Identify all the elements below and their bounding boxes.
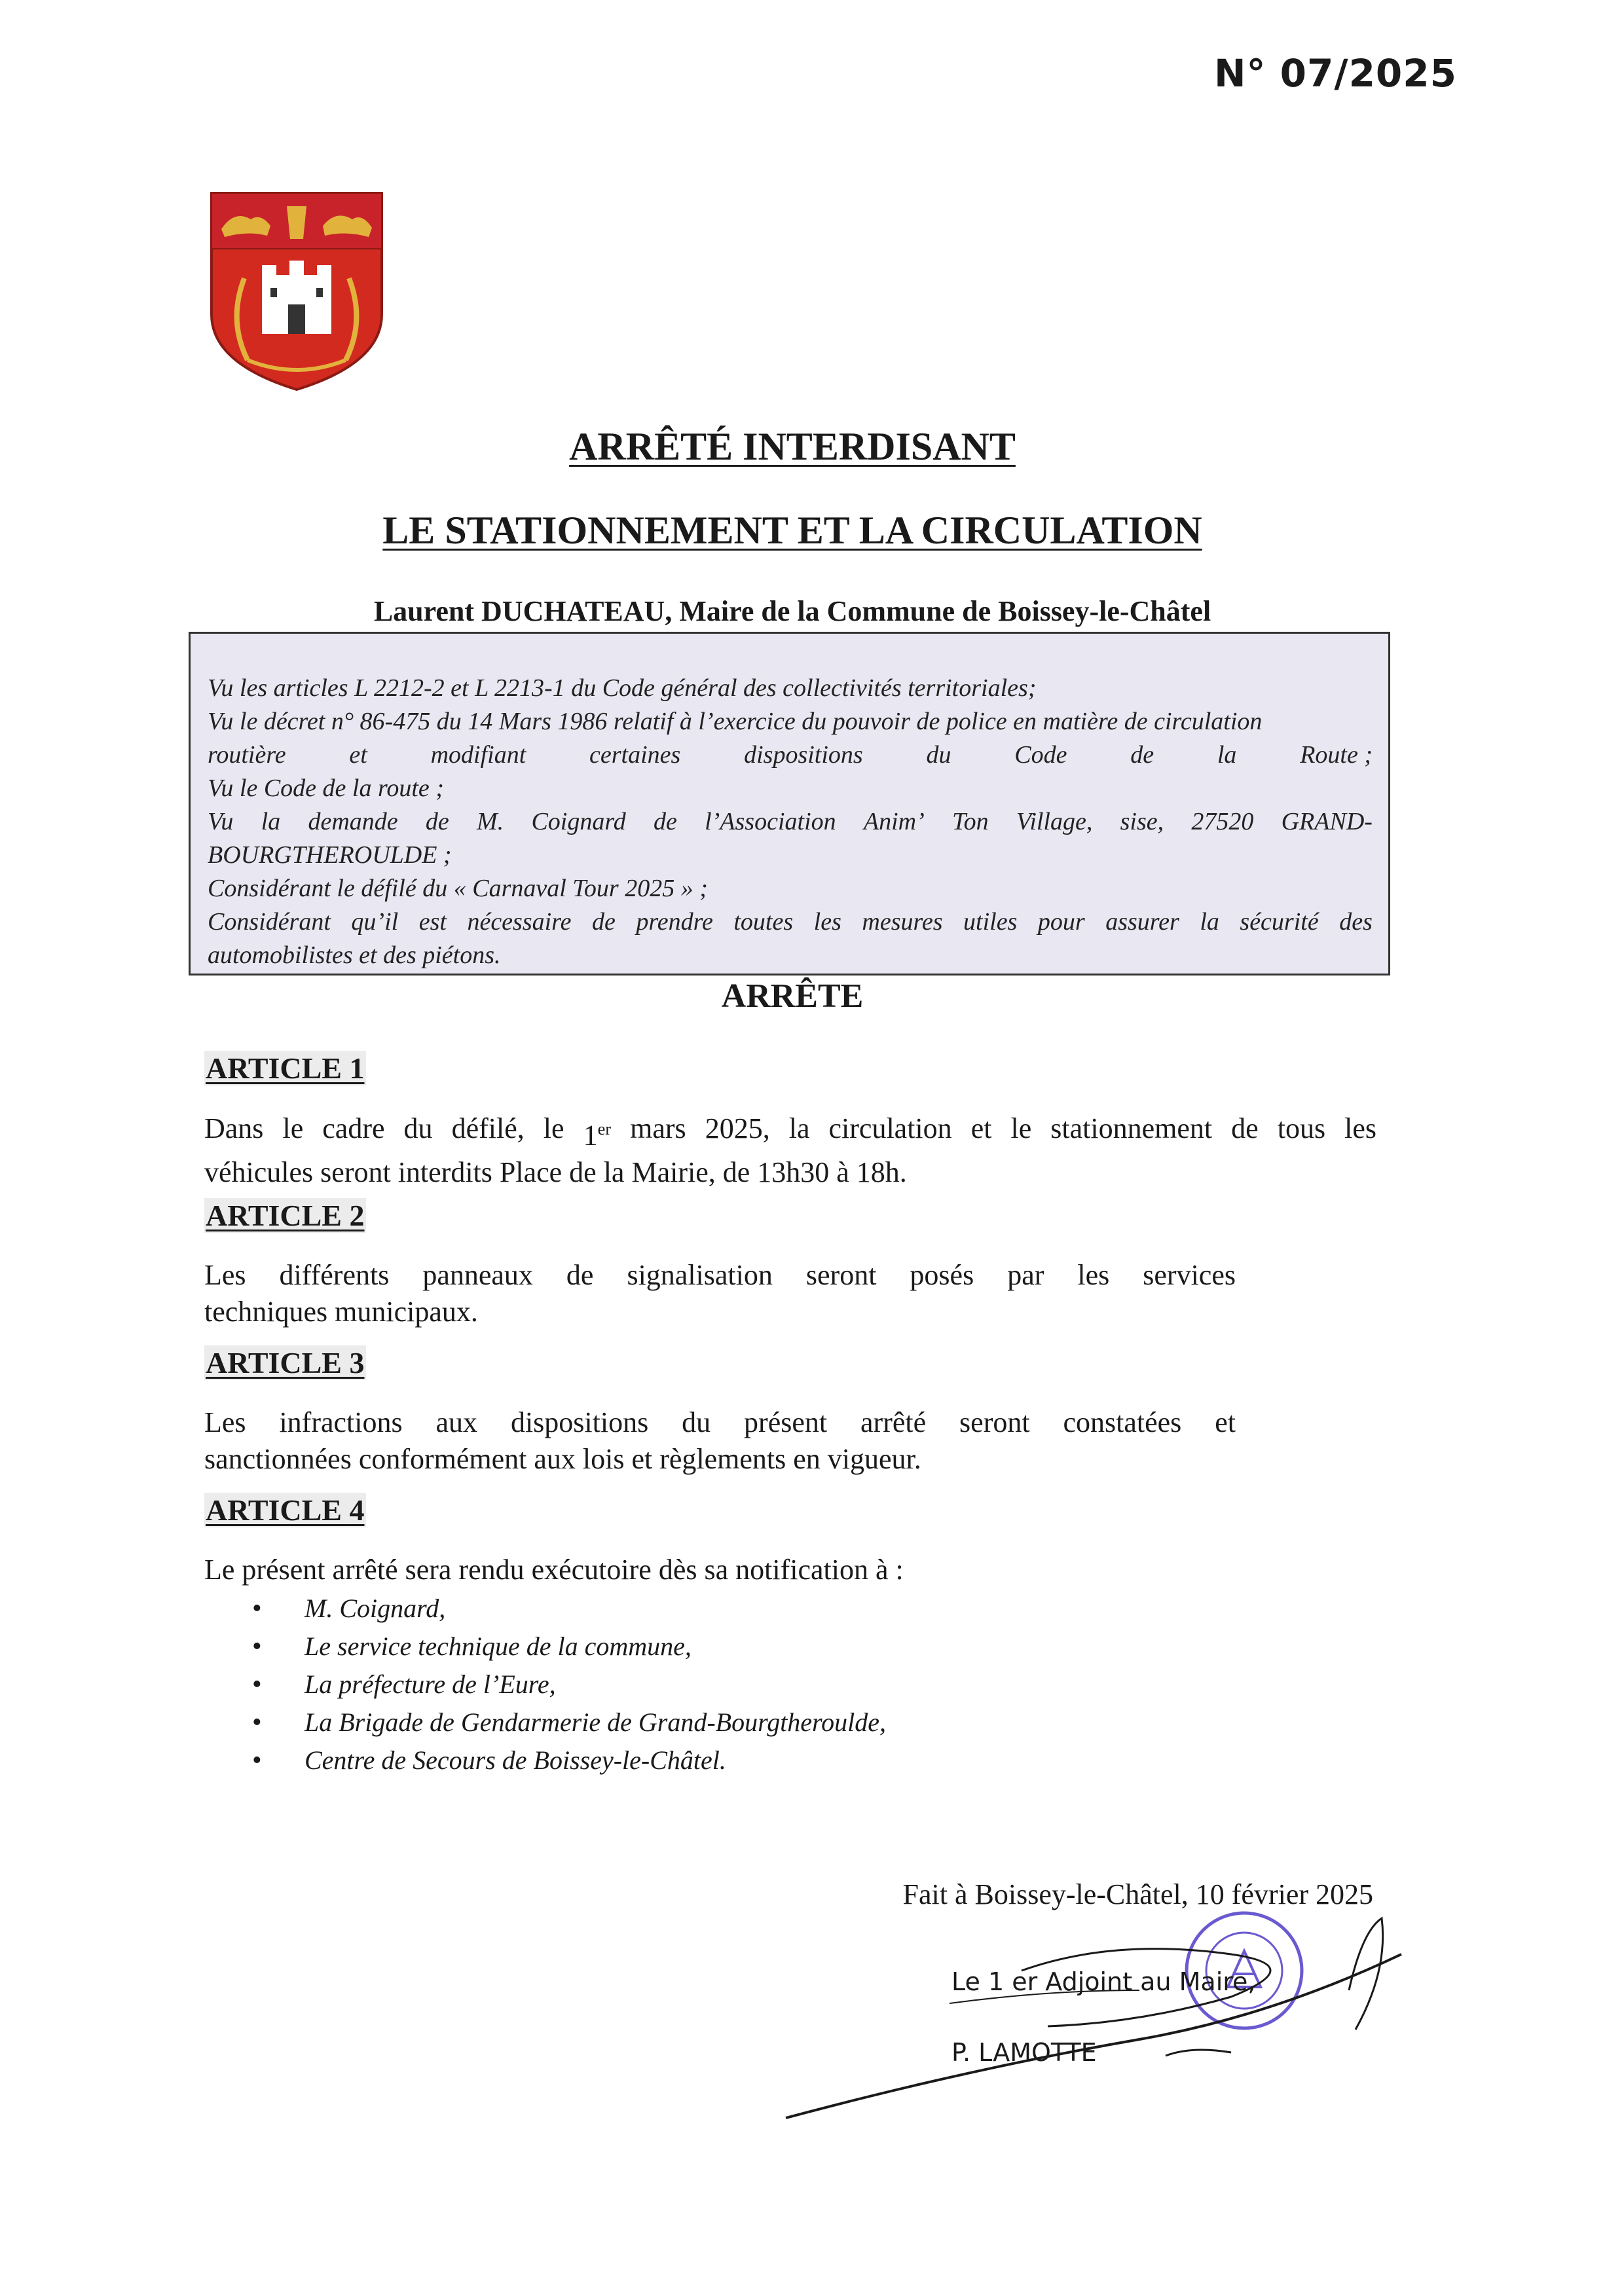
consideration-line — [208, 905, 1373, 939]
consideration-line: automobilistes et des piétons. — [208, 941, 501, 969]
word: Route ; — [1300, 741, 1373, 769]
word: le — [543, 1112, 564, 1144]
article-2-heading: ARTICLE 2 — [206, 1199, 365, 1232]
word: la — [1217, 741, 1237, 769]
recipient-item: • Centre de Secours de Boissey-le-Châtel. — [252, 1741, 886, 1779]
word: présent — [744, 1406, 828, 1438]
recipient-item: • Le service technique de la commune, — [252, 1628, 886, 1666]
article-2-text — [204, 1257, 1236, 1330]
word: Village, — [1016, 808, 1093, 835]
word: arrêté — [860, 1406, 927, 1438]
word: par — [1007, 1259, 1044, 1291]
article-4-text: Le présent arrêté sera rendu exécutoire dès sa notification à : — [204, 1554, 904, 1586]
word: seront — [959, 1406, 1030, 1438]
recipient-item: • M. Coignard, — [252, 1590, 886, 1628]
word: de — [566, 1259, 594, 1291]
word: la — [788, 1112, 810, 1144]
word: signalisation — [627, 1259, 773, 1291]
word: de — [1130, 741, 1154, 769]
word: posés — [910, 1259, 974, 1291]
document-number: N° 07/2025 — [1213, 51, 1457, 96]
word: Les — [204, 1259, 246, 1291]
article-line: véhicules seront interdits Place de la Mairie, de 13h30 à 18h. — [204, 1156, 907, 1188]
recipient-item: • La préfecture de l’Eure, — [252, 1666, 886, 1704]
word: différents — [279, 1259, 390, 1291]
article-1-heading: ARTICLE 1 — [206, 1051, 365, 1085]
word: le — [282, 1112, 304, 1144]
consideration-line: Vu le Code de la route ; — [208, 774, 444, 802]
word: est — [418, 908, 447, 936]
word: infractions — [279, 1406, 403, 1438]
word: Considérant — [208, 908, 331, 936]
word: la — [1200, 908, 1219, 936]
article-4-heading: ARTICLE 4 — [206, 1493, 365, 1527]
word: mesures — [862, 908, 943, 936]
word: qu’il — [351, 908, 399, 936]
word: 27520 — [1191, 808, 1254, 835]
word: stationnement — [1050, 1112, 1213, 1144]
word: de — [591, 908, 616, 936]
article-1-text — [204, 1110, 1376, 1191]
word: mars — [630, 1112, 686, 1144]
arrete-heading: ARRÊTE — [721, 977, 864, 1015]
word: Ton — [952, 808, 989, 835]
word: défilé, — [451, 1112, 525, 1144]
word: dispositions — [744, 741, 863, 769]
word: routière — [208, 741, 286, 769]
word: circulation — [828, 1112, 952, 1144]
consideration-line — [208, 805, 1373, 839]
title-line-2: LE STATIONNEMENT ET LA CIRCULATION — [382, 509, 1202, 552]
article-3-text — [204, 1404, 1236, 1478]
word: cadre — [322, 1112, 385, 1144]
signer-role: Le 1 er Adjoint au Maire, — [951, 1967, 1256, 1996]
consideration-line: Vu les articles L 2212-2 et L 2213-1 du Code général des collectivités territoriales; — [208, 674, 1037, 702]
word: Les — [204, 1406, 246, 1438]
recipient-list — [252, 1590, 886, 1779]
consideration-line — [208, 738, 1373, 772]
word: Coignard — [531, 808, 626, 835]
word: Code — [1014, 741, 1067, 769]
word: prendre — [636, 908, 713, 936]
word: aux — [435, 1406, 478, 1438]
word: du — [682, 1406, 711, 1438]
consideration-line: BOURGTHEROULDE ; — [208, 841, 452, 869]
word: Dans — [204, 1112, 264, 1144]
word: le — [1010, 1112, 1032, 1144]
consideration-line: Vu le décret n° 86-475 du 14 Mars 1986 relatif à l’exercice du pouvoir de police en matière de circulation — [208, 708, 1263, 735]
word: sécurité — [1240, 908, 1319, 936]
article-line: sanctionnées conformément aux lois et règlements en vigueur. — [204, 1443, 921, 1475]
word: certaines — [589, 741, 681, 769]
recipient-item: • La Brigade de Gendarmerie de Grand-Bourgtheroulde, — [252, 1704, 886, 1741]
word: 2025, — [705, 1112, 770, 1144]
word: des — [1339, 908, 1373, 936]
word: du — [926, 741, 951, 769]
word: les — [1077, 1259, 1110, 1291]
word: Vu — [208, 808, 234, 835]
word: dispositions — [510, 1406, 649, 1438]
word: modifiant — [430, 741, 526, 769]
word: seront — [805, 1259, 877, 1291]
article-line — [204, 1110, 1376, 1154]
word: de — [653, 808, 677, 835]
word: les — [813, 908, 841, 936]
word: 1er — [583, 1119, 612, 1152]
coat-of-arms-icon — [208, 190, 385, 393]
word: du — [403, 1112, 433, 1144]
word: constatées — [1063, 1406, 1182, 1438]
word: tous — [1277, 1112, 1326, 1144]
mayor-line: Laurent DUCHATEAU, Maire de la Commune de Boissey-le-Châtel — [373, 595, 1211, 627]
considerations-box — [189, 632, 1390, 975]
article-3-heading: ARTICLE 3 — [206, 1346, 365, 1379]
word: de — [1231, 1112, 1259, 1144]
word: services — [1143, 1259, 1236, 1291]
word: M. — [477, 808, 504, 835]
title-line-1: ARRÊTÉ INTERDISANT — [569, 425, 1016, 468]
handwritten-signature-icon — [773, 1892, 1414, 2128]
word: toutes — [733, 908, 794, 936]
word: pour — [1037, 908, 1085, 936]
article-line: techniques municipaux. — [204, 1296, 478, 1328]
word: et — [1215, 1406, 1236, 1438]
word: et — [349, 741, 367, 769]
word: utiles — [963, 908, 1018, 936]
word: demande — [308, 808, 398, 835]
place-and-date: Fait à Boissey-le-Châtel, 10 février 2025 — [902, 1878, 1373, 1910]
word: les — [1344, 1112, 1376, 1144]
article-line — [204, 1404, 1236, 1441]
word: sise, — [1120, 808, 1164, 835]
consideration-line: Considérant le défilé du « Carnaval Tour 2025 » ; — [208, 875, 708, 902]
word: et — [970, 1112, 992, 1144]
word: GRAND- — [1281, 808, 1373, 835]
word: la — [261, 808, 281, 835]
word: Anim’ — [863, 808, 925, 835]
article-line — [204, 1257, 1236, 1294]
word: assurer — [1105, 908, 1179, 936]
word: de — [425, 808, 449, 835]
signer-name: P. LAMOTTE — [951, 2038, 1097, 2067]
word: nécessaire — [467, 908, 572, 936]
word: l’Association — [705, 808, 836, 835]
word: panneaux — [422, 1259, 533, 1291]
